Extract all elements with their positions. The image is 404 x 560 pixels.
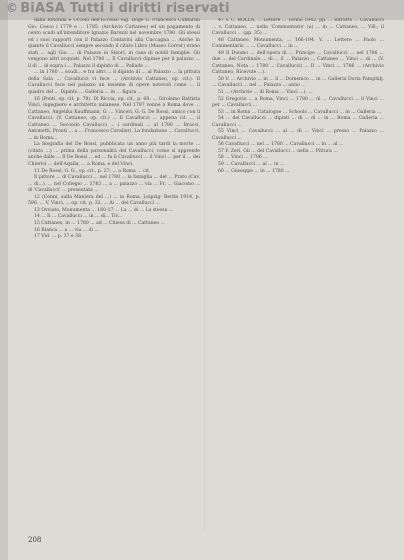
left-column (28, 18, 200, 533)
watermark (6, 1, 230, 16)
column-paragraph: ... in 1780 ... scudi... e tra altri ... il dipinto di ... al Palazzo ... la pittura della Sala ... Cavallucci vi fece ... (Archivio Cattaneo, op. cit.). Il Cavallucci fece nel palazzo un insieme di opere notevoli come ... il quadro del ... Dipinto ... Galleria ... in ... figura ... (28, 70, 200, 96)
column-paragraph: 12 (Cenni, sulla Maniera del ...) ... in Roma, Leipzig- Berlin 1914, p. 596. ... V. Vinci, ... op. cit. p. 32. ... Ai ... dei Cavallucci ... (28, 194, 200, 207)
column-paragraph: dalla Rotonda e Uccelli dell'Eccelso Sig. Doge G. Francesco Contarini Gio. Cesco i 1779 e ... 1785. (Archivio Cattaneo) ed un pagamento di cento scudi all'intenditore Ignazio Barozzi nel novembre 1780. Gli stessi ed i suoi rapporti con il Palazzo Contarini alla Cuccagna ... Anche in quanto il Cavallucci sempre secondo il citato Libro (Museo Correr) erano stati ... agli Gio. ... di Palazzo in Sinori, in casa di nobili famiglie. Gli vengono altri acquisti. Nel 1780 ... Il Cavallucci dipinse per il palazzo ... il dì ... di sopra i ... Palazzo il dipinto di ... Pallade ... (28, 18, 200, 69)
column-paragraph: 49 Il Duomo ... dell'opera di ... Principe ... Cavallucci ... nel 1786 ... due ... del Cardinale ... di ... il ... Palazzo ... Cattaneo ... Vinci ... di ... (V. Cattaneo, Nota ... 1780 ... Cavallucci) ... Il ... Vinci ... 1786 ... (Archivio Cattaneo, Ricevute ...). (212, 50, 384, 76)
column-paragraph: 17 Vid. ... p. 37 e 38. (34, 234, 83, 240)
scan-edge (0, 0, 8, 560)
column-paragraph: Il pittore ... di Cavallucci ... nel 1780 ... la famiglia ... del ... Prato (Cav. ... di...). ... nel Collegio ... 1783 ... a ... palazzo ... via ... Fr. ... Giacomo ... di 'Cavallucci' ... presentata ... (28, 175, 200, 194)
column-paragraph: 59 ... Cavallucci ... al ... in ... (218, 162, 285, 168)
column-paragraph: 13 Ovviato, Monumenta ... 160-17 ... La ... di ... La stessa ... (34, 207, 174, 213)
column-paragraph: 58 ... Vinci ... 1786 ... (218, 155, 268, 161)
column-paragraph: La biografia del De Rossi, pubblicata un anno più tardi la morte ... (citato ...) ... prima della personalità del Cavallucci, come si apprende anche dalle ... Il De Rossi ... ed ... fu il Cavallucci ... il Vinci ... per il ... dei Chierici ... dell'Aquila, ... a Roma, e del Vinci. (28, 142, 200, 168)
column-paragraph: 48 Cattaneo, Monumenta, ... 166-194. V. ... Lettere ... Paolo ... Commentario ... ... Cavallucci ... in ... (212, 37, 384, 50)
column-paragraph: 52 Gregorio ... a Roma, Vinci ... 1780 ... di ... Cavallucci ... il Vinci ... per ... Cavallucci ... (212, 96, 384, 109)
column-paragraph: 57 F. Zeri, Gli ... del Cavallucci ... nella ... Pittura ... (218, 148, 338, 154)
column-gutter (204, 20, 205, 530)
column-paragraph: 16 (Ponti, op. cit. p. 78). Di Riccia, op. cit., p. 68: ... Girolamo Battista Vinci, ingegnere e architetto milanese. Nel 1797 venne a Roma dove ... Cattaneo, Angelika Kauffmann, G. ... Vinceri, G. G. De Rossi, amico con il Cavallucci. (V. Cattaneo, op. cit.) ... Il Cavallucci ... appena cit. ... il Cattaneo ... Secondo Cavallucci ... i cardinali ... al 1780 ... Bracci, Antonetti, Pronti ... a ... Francesco Cavalieri, La fondazione ... Cavallucci, ... in Roma... (28, 96, 200, 141)
watermark-bar (0, 0, 404, 20)
page-number: 208 (28, 536, 42, 544)
column-paragraph: 54 ... del Cavallucci ... dipinti ... di ... di ... in ... Roma ... Galleria ... Cavallucci ... (212, 116, 384, 128)
column-paragraph: 55 Vinci ... Cavallucci ... al ... di ... Vinci ... presso ... Palazzo ... Cavallucci ... (212, 129, 384, 141)
column-paragraph: 11 De Rossi, G. G., op. cit., p. 27: ... a Roma ... cit. (34, 168, 151, 174)
column-paragraph: 51 ... (Archivio ... di Roma ... Vinci ...). ... (218, 90, 313, 96)
column-paragraph: 60 ... Giuseppe ... in ... 1780 ... (218, 168, 290, 174)
right-column (212, 18, 384, 533)
column-paragraph: 53 ... in Roma ... Catalogue ... Schools ... Cavallucci ... in ... Galleria ... (218, 109, 382, 115)
copyright-symbol: © (6, 1, 19, 15)
column-paragraph: 50 V. ... Archivio ... in ... il ... Domenico ... in ... Galleria Doria Pamphilj. ... Cavallucci ... nel ... Palazzo ... anno ... (212, 76, 384, 89)
column-paragraph: 14 ... Il ... Cavallucci ... in ... di... Tiv... (34, 214, 123, 220)
watermark-text: BiASA Tutti i diritti riservati (20, 1, 230, 16)
column-paragraph: 56 Cavallucci ... nel ... 1780 ... Cavallucci ... in ... al ... (218, 142, 344, 148)
column-paragraph: 47 V. C. BOLLA, ... Lettere ... Torino 1942, pp. ... Ritratto ... Cavallucci ... v. Cattaneo, ... nella 'Commentario' (a) ... in ... Cattaneo, ... Vill.; il Cavallucci ... (pp. 35) ... (212, 18, 384, 37)
column-paragraph: 16 Bianca ... a ... via ... di ... (34, 227, 99, 233)
column-paragraph: 15 Cattaneo, in ... 1780 ... ad ... Chiesa di ... Cattaneo ... (34, 220, 165, 226)
